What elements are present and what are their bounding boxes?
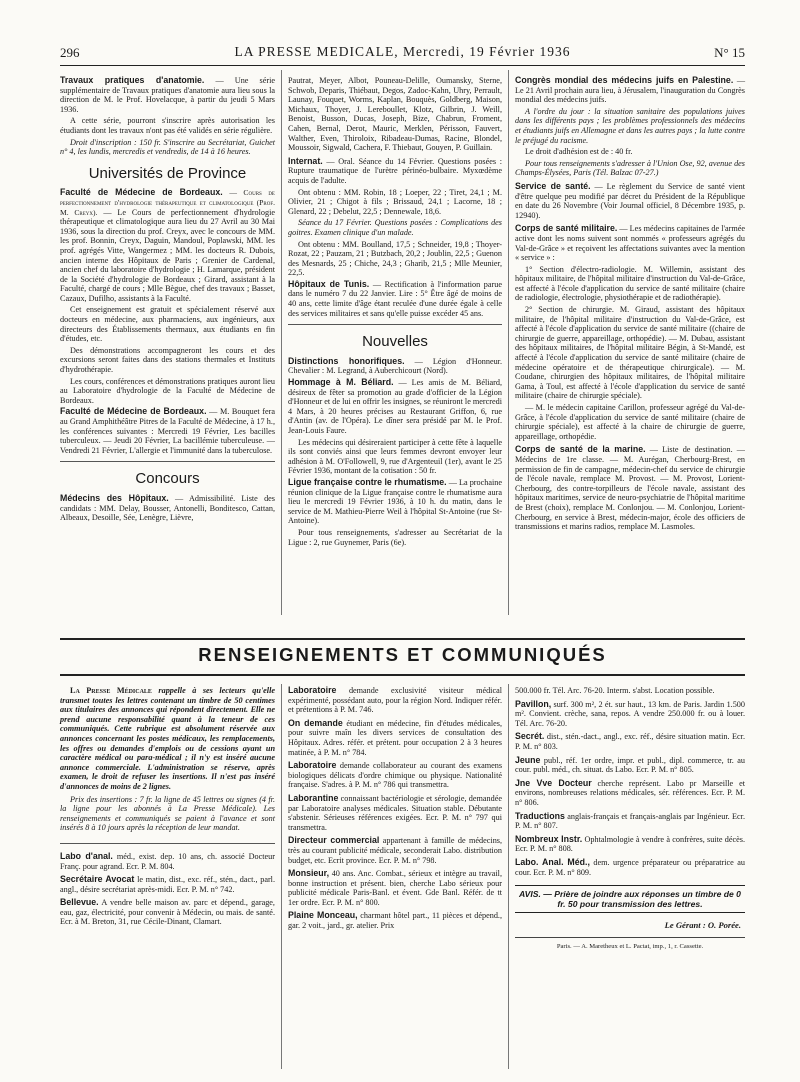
bordeaux-paragraph [60,188,275,303]
congres-text-3: Le droit d'adhésion est de : 40 fr. [525,147,633,157]
column-3 [515,76,745,534]
internat-text-3: Séance du 17 Février. Questions posées : Complications des goitres. Examen clinique d'un malade. [288,218,502,237]
ad-text: 40 ans. Anc. Combat., sérieux et intègre au travail, bonne instruction et présent. bien, cherche Labo sérieux pour publicité médicale Paris-Banl. et évent. Gde Banl. Référ. de tt 1er ordre. Ecr. P. M. n° 800. [288,869,503,907]
ad-title: Jne Vve Docteur [515,777,592,788]
ad-item [288,719,502,757]
bordeaux2-paragraph [60,407,275,455]
beliard-text-2: Les médecins qui désireraient participer à cette fête à laquelle ils sont conviés ainsi que leurs femmes devront envoyer leur adhésion à M. O'Followell, 9, rue d'Argenteuil (1er), avant le 25 Février 1936, montant de la cotisation : 50 fr. [288,437,502,476]
ad-title: Labo. Anal. Méd., [515,856,590,867]
ad-text: charmant hôtel part., 11 pièces et dépend., gar. 2 voit., jard., gr. atelier. Prix [288,911,503,931]
divider [288,324,502,325]
bordeaux-text: — Le Cours de perfectionnement d'hydrologie thérapeutique et climatologique aura lieu du 27 Avril au 30 Mai 1936, sous la direction du prof. Creyx, avec le concours de MM. les prof. Bonnin, Creyx, Daguin, Mandoul, Poplawski, MM. les prof. agrégés Vitte, Wangermez ; MM. les docteurs R. Dubois, ancien interne des Hôpitaux de Paris ; Grenier de Cardenal, ancien chef du laboratoire d'hydrologie ; H. Lamarque, président de la Société d'hydrologie de Bordeaux ; Girard, assistant à la Faculté, chargé de cours ; Mlle Bègue, chef des travaux ; Basset, Cazaux, Dufilho, assistants à la Faculté. [60,207,276,303]
ad-text: connaissant bactériologie et sérologie, demandée par Laboratoire analyses médicales. Situation stable. Débutante s'abstenir. Sérieuses références exigées. Ecr. P. M. n° 797 qui transmettra. [288,793,502,832]
gerant-signature: Le Gérant : O. Porée. [664,920,741,931]
ad-title: Plaine Monceau, [288,910,358,921]
hopitaux-text: — Admissibilité. Liste des candidats : MM. Delay, Bousser, Antonelli, Bonditesco, Cattan, Albeaux, Desoille, Sée, Lenègre, Lièvre, [60,493,275,523]
divider [60,843,275,844]
nouvelles-heading: Nouvelles [362,333,428,351]
bordeaux-text-2: Cet enseignement est gratuit et spécialement réservé aux docteurs en médecine, aux pharmaciens, aux ingénieurs, aux directeurs des Établissements thermaux, aux étudiants en fin d'études, etc. [60,305,275,344]
column-separator [508,684,509,1069]
ad-text: Ophtalmologie à vendre à confrères, suite décès. Ecr. P. M. n° 808. [515,834,746,854]
ad-item [288,836,502,865]
ad-text: A vendre belle maison av. parc et dépend., garage, eau, gaz, électricité, pour convenir à Médecin, ou mais. de santé. Ecr. à M. Breton, 31, rue Cécile-Dinant, Clamart. [60,898,275,927]
ad-item [288,869,502,907]
tunis-title: Hôpitaux de Tunis. [288,278,370,289]
ad-item [515,700,745,729]
candidates-list: Pautrat, Meyer, Albot, Pouneau-Delille, Oumansky, Sterne, Schwob, Deparis, Thiébaut, Degos, Zadoc-Kahn, Uhry, Perrault, Launay, Fouquet, Worms, Kaplan, Bouquès, Goldberg, Maison, Michaux, Thoyer, J. Lereboullet, Klotz, Gilbrin, J. Weill, Benoist, Busson, Ducas, Joseph, Bize, Chabrun, Froment, Cahen, Bernal, Derot, Mauric, Merklen, Périsson, Fauvert, Walther, Even, Thiroloix, Ribadeau-Dumas, Racine, Blondel, Moussoir, Sigwald, Cachera, F. Thiebaut, Gouyen, P. Guillain. [288,76,502,153]
distinctions-title: Distinctions honorifiques. [288,355,405,366]
page-number: 296 [60,45,80,60]
column-1 [60,76,275,525]
concours-heading: Concours [135,470,200,488]
internat-title: Internat. [288,155,323,166]
congres-text-2: A l'ordre du jour : la situation sanitaire des populations juives dans les différents pays ; les problèmes professionnels des médecins et étudiants juifs en Allemagne et dans les autres pays ; la lutte contre le préjugé du racisme. [515,106,745,145]
ad-item [60,875,275,894]
beliard-paragraph [288,378,502,436]
ad-title: Traductions [515,810,565,821]
bordeaux2-text: — M. Bouquet fera au Grand Amphithéâtre Pitres de la Faculté de Médecine, à 17 h., les conférences suivantes : Mercredi 19 Février, Les bacilles tuberculeux. — Jeudi 20 Février, La bacillémie tuberculeuse. — Vendredi 21 Février, L'allergie et l'immunité dans la tuberculose. [60,407,276,455]
ad-title: Secrétaire Avocat [60,874,135,885]
intro-paragraph [60,686,275,792]
prices-text: Prix des insertions : 7 fr. la ligne de 45 lettres ou signes (4 fr. la ligne pour les abonnés à La Presse Médicale). Les renseignements et communiqués se paient à l'avance et sont insérés 8 à 10 jours après la réception de leur mandat. [60,794,275,833]
distinctions-text: — Légion d'Honneur. Chevalier : M. Legrand, à Auberchicourt (Nord). [288,356,503,376]
ad-item [288,686,502,715]
corps-text-2: 1° Section d'électro-radiologie. M. Willemin, assistant des hôpitaux militaire, de l'hôpital militaire d'instruction du Val-de-Grâce, est affecté à l'école d'application du service de santé militaire (chaire de radiologie, électrologie, physiothérapie et de radiothérapie). [515,264,745,303]
bordeaux-text-3: Des démonstrations accompagneront les cours et des excursions seront faites dans des stations thermales et Instituts d'hydrothérapie. [60,345,275,375]
column-separator [281,70,282,615]
ad-item [288,761,502,790]
ligue-paragraph [288,478,502,526]
travaux-title: Travaux pratiques d'anatomie. [60,75,205,85]
bordeaux-title: Faculté de Médecine de Bordeaux. [60,187,223,198]
ad-title: Secrét. [515,731,545,742]
printer-line: Paris. — A. Maretheux et L. Pactat, imp., 1, r. Cassette. [515,937,745,952]
hopitaux-paragraph [60,494,275,523]
ad-title: Laborantine [288,792,339,803]
ad-title: Jeune [515,754,541,765]
ad-item [60,898,275,927]
ad-item [515,835,745,854]
ad-item [288,911,502,930]
ad-text: méd., exist. dep. 10 ans, ch. associé Docteur Franç. pour agrand. Ecr. P. M. 804. [60,851,275,871]
marine-paragraph [515,445,745,531]
corps-text: — Les médecins capitaines de l'armée active dont les noms suivent sont nommés « professeurs agrégés du Val-de-Grâce » et reçoivent les affectations suivantes avec la mention « service » : [515,224,745,263]
ad-title: Labo d'anal. [60,850,113,861]
sante-paragraph [515,182,745,220]
travaux-text-3: Droit d'inscription : 150 fr. S'inscrire au Secrétariat, Guichet n° 4, les lundis, mercredis et vendredis, de 14 à 16 heures. [60,137,275,157]
column-2 [288,76,502,549]
ad-title: On demande [288,717,343,728]
beliard-text: — Les amis de M. Béliard, désireux de fêter sa promotion au grade d'officier de la Légion d'Honneur et de lui en offrir les insignes, se réuniront le mercredi 4 Mars, à 20 heures précises au Restaurant Griffon, 6, rue d'Antin (av. de l'Opéra). Le dîner sera présidé par M. le Prof. Jean-Louis Faure. [288,378,502,435]
ad-title: Pavillon, [515,698,552,709]
bordeaux-lead: — Cours de perfectionnement d'hydrologie thérapeutique et climatologique (Prof. M. Creyx). [60,188,275,217]
tunis-text: — Rectification à l'information parue dans le numéro 7 du 22 Janvier. Lire : 5° Être âgé de moins de 40 ans, cette limite d'âge étant reculée d'une durée égale à celle des services militaires et sans qu'elle puisse excéder 45 ans. [288,279,502,318]
ads-list-1 [60,852,275,927]
ad-text: anglais-français et français-anglais par Ingénieur. Ecr. P. M. n° 807. [515,811,745,831]
ad-item [288,794,502,832]
ad-item [515,779,745,808]
ad-text: dem. urgence préparateur ou préparatrice au cour. Ecr. P. M. n° 809. [515,857,746,877]
travaux-paragraph [60,76,275,114]
ad-title: Laboratoire [288,685,337,695]
ad-text: dist., stén.-dact., angl., exc. réf., désire situation matin. Ecr. P. M. n° 803. [515,732,746,751]
sante-title: Service de santé. [515,180,591,191]
ad-text: publ., réf. 1er ordre, impr. et publ., dipl. commerce, tr. au cour. publ. méd., ch. situat. ds Labo. Ecr. P. M. n° 805. [515,755,745,775]
ad-text: appartenant à famille de médecins, très au courant publicité médicale, seconderait Labo. distribution budget, etc. Ecrit province. Ecr. P. M. n° 798. [288,836,503,865]
column-separator [508,70,509,615]
internat-text-4: Ont obtenu : MM. Boulland, 17,5 ; Schneider, 19,8 ; Thoyer-Rozat, 22 ; Pauzam, 21 ; Butzbach, 20,2 ; Joublin, 22,5 ; Guenon des Mesnards, 25 ; Chiche, 24,3 ; Gharib, 21,5 ; Mlle Meunier, 22,5. [288,239,502,278]
congres-text-4: Pour tous renseignements s'adresser à l'Union Ose, 92, avenue des Champs-Élysées, Paris (Tél. Balzac 07-27.) [515,158,745,178]
ad-text: surf. 300 m², 2 ét. sur haut., 13 km. de Paris. Jardin 1.500 m². Convient. crèche, sana, repos. A vendre 250.000 fr. ou à louer. Tél. Arc. 76-20. [515,699,745,728]
page-header [60,43,745,66]
ads-column-2 [288,686,502,935]
ad-title: Nombreux Instr. [515,833,583,844]
ads-list-3 [515,686,745,877]
ligue-text-2: Pour tous renseignements, s'adresser au Secrétariat de la Ligue : 2, rue Guynemer, Paris (6e). [288,527,502,547]
congres-title: Congrès mondial des médecins juifs en Palestine. [515,75,734,85]
bordeaux2-title: Faculté de Médecine de Bordeaux. [60,406,207,417]
ad-title: Bellevue. [60,897,99,908]
ad-text: le matin, dist., exc. réf., stén., dact., parl. angl., désire secrétariat après-midi. Ecr. P. M. n° 742. [60,875,275,894]
internat-text: — Oral. Séance du 14 Février. Questions posées : Rupture traumatique de l'urètre périnéo-bulbaire. Myxœdème acquis de l'adulte. [288,156,502,185]
congres-paragraph [515,76,745,105]
journal-title: LA PRESSE MEDICALE, Mercredi, 19 Février 1936 [234,44,571,59]
hopitaux-title: Médecins des Hôpitaux. [60,492,169,503]
beliard-title: Hommage à M. Béliard. [288,377,394,388]
marine-text: — Liste de destination. — Médecins de 1re classe. — M. Aurégan, Cherbourg-Brest, en permission de fin de campagne, médecin-chef du service de chirurgie de l'école navale, remplace M. Provost. — M. Provost, Lorient-Cherbourg, des contre-torpilleurs de l'école navale, assistant des hôpitaux maritimes, service de neuro-psychiatrie de l'hôpital maritime de Brest (choix), remplace M. Conlonjou. — M. Conlonjou, Lorient-Cherbourg, en service à Brest, médecin-major, école des officiers de transmissions et marins radios, remplace M. Lasmoles. [515,445,745,532]
ad-text: demande collaborateur au courant des examens biologiques délicats d'ordre chimique ou physique. Nationalité française. S'adres. à P. M. n° 786 qui transmettra. [288,761,503,790]
sante-text: — Le règlement du Service de santé vient d'être quelque peu modifié par décret du Président de la République en date du 26 Novembre (Voir Journal officiel, 8 Décembre 1935, p. 12940). [515,181,746,220]
ad-item [515,732,745,751]
ads-list-2 [288,686,502,931]
divider [60,461,275,462]
corps-text-3: 2° Section de chirurgie. M. Giraud, assistant des hôpitaux militaire, de l'hôpital militaire d'instruction du Val-de-Grâce, est affecté à l'école d'application du service de santé militaire ((chaire de chirurgie de guerre, appareillage, orthopédie). — M. Dubau, assistant des hôpitaux militaires, de l'hôpital militaire Bégin, à St-Mandé, est affecté à l'école d'application du service de santé militaire (chaire de médecine opératoire et de thérapeutique chirurgicale). — M. Coudane, chirurgien des hôpitaux militaires, de l'hôpital militaire Gama, à Toul, est affecté à l'école d'application du service de santé militaire (chaire de chirurgie spéciale). [515,305,745,401]
congres-text: — Le 21 Avril prochain aura lieu, à Jérusalem, l'inauguration du Congrès mondial des médecins juifs. [515,76,746,105]
ligue-title: Ligue française contre le rhumatisme. [288,476,447,487]
distinctions-paragraph [288,357,502,376]
ads-column-1 [60,686,275,931]
column-separator [281,684,282,1069]
ad-text: cherche représent. Labo pr Marseille et environs, nombreuses relations médicales, sér. références. Ecr. P. M. n° 806. [515,778,746,807]
internat-text-2: Ont obtenu : MM. Robin, 18 ; Loeper, 22 ; Tiret, 24,1 ; M. Olivier, 21 ; Chigot à fils ; Brissaud, 24,1 ; Lacorne, 18 ; Glenard, 22 ; Debelut, 22,5 ; Dennewale, 18,6. [288,187,502,216]
avis-notice: AVIS. — Prière de joindre aux réponses un timbre de 0 fr. 50 pour transmission des lettres. [515,885,745,913]
corps-paragraph [515,224,745,262]
section-rule-bottom [60,674,745,676]
ad-item [515,756,745,775]
ad-title: Directeur commercial [288,835,380,846]
ad-item [515,686,745,696]
ad-title: Monsieur, [288,868,330,879]
corps-title: Corps de santé militaire. [515,223,618,234]
ad-title: Laboratoire [288,760,337,771]
ad-text: étudiant en médecine, fin d'études médicales, pour suivre maîn les divers services de consultation des Hôpitaux. Adres. référ. et prétent. pour occupation 2 à 3 heures matinée, à P. M. n° 784. [288,718,503,757]
travaux-text: — Une série supplémentaire de Travaux pratiques d'anatomie aura lieu sous la direction de M. le Prof. Hovelacque, à partir du jeudi 5 Mars 1936. [60,76,275,114]
marine-title: Corps de santé de la marine. [515,444,646,455]
ad-item [60,852,275,871]
renseignements-heading: RENSEIGNEMENTS ET COMMUNIQUÉS [198,644,607,665]
travaux-text-2: A cette série, pourront s'inscrire après autorisation les étudiants dont les travaux n'ont pas été validés en série régulière. [60,116,275,135]
bordeaux-text-4: Les cours, conférences et démonstrations pratiques auront lieu au Laboratoire d'hydrologie de la Faculté de Médecine de Bordeaux. [60,376,275,405]
ligue-text: — La prochaine réunion clinique de la Ligue française contre le rhumatisme aura lieu le mercredi 19 Février 1936, à 10 h. du matin, dans le service de M. Mathieu-Pierre Weil à l'hôpital St-Antoine (rue St-Antoine). [288,477,502,526]
ads-column-3 [515,686,745,951]
intro-journal-name: La Presse Médicale [70,686,152,695]
section-rule-top [60,638,745,640]
issue-number: N° 15 [714,45,745,60]
tunis-paragraph [288,280,502,318]
intro-text: rappelle à ses lecteurs qu'elle transmet toutes les lettres contenant un timbre de 50 centimes aux titulaires des annonces qui répondent directement. Elle ne prend aucune responsabilité quant à la teneur de ces communiqués. Cette rubrique est absolument réservée aux annonces concernant les postes médicaux, les remplacements, les offres ou demandes d'emplois ou de cessions ayant un caractère médical ou para-médical ; il n'y est inséré aucune annonce commerciale. L'administration se réserve, après examen, le droit de refuser les insertions. Il n'est pas inséré d'annonces de moins de 2 lignes. [60,686,275,791]
ad-text: demande exclusivité visiteur médical expérimenté, possédant auto, pour la région Nord. Indiquer référ. et prétentions à P. M. 746. [288,686,503,715]
ad-item [515,812,745,831]
internat-paragraph [288,157,502,186]
corps-text-4: — M. le médecin capitaine Carillon, professeur agrégé du Val-de-Grâce, à l'école d'application du service de santé militaire (chaire de chirurgie spéciale), est affecté à la chaire de chirurgie de guerre, appareillage, orthopédie. [515,403,745,441]
ad-item [515,858,745,877]
universites-heading: Universités de Province [88,164,247,182]
ad-text: 500.000 fr. Tél. Arc. 76-20. Interm. s'abst. Location possible. [515,686,715,695]
